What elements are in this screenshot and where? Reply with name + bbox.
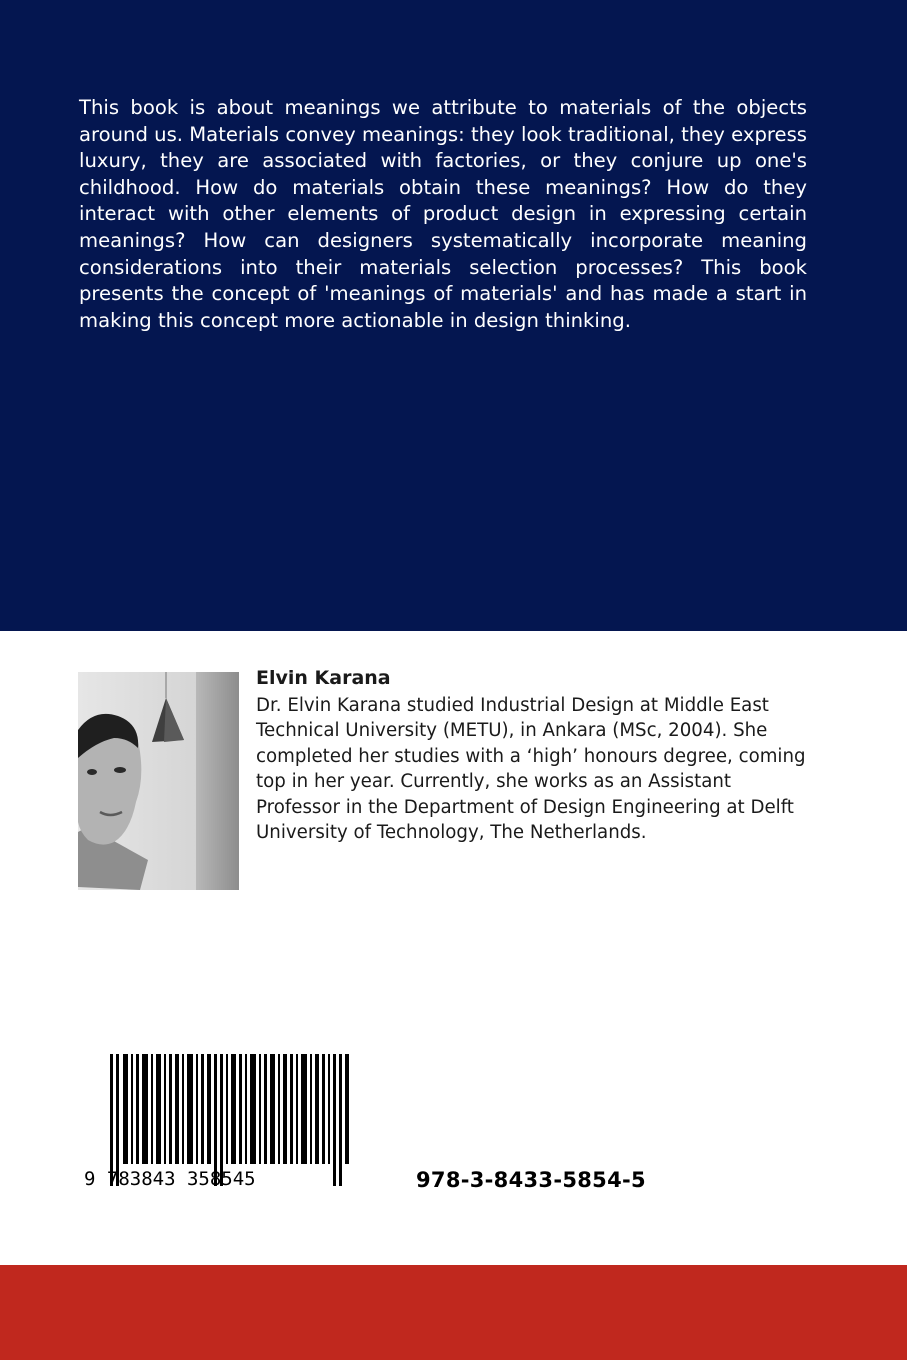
author-name: Elvin Karana: [256, 667, 391, 689]
top-blue-panel: [0, 0, 907, 631]
author-photo: [78, 672, 239, 890]
isbn-number: 978-3-8433-5854-5: [416, 1168, 646, 1192]
book-description: This book is about meanings we attribute to materials of the objects around us. Materials convey meanings: they look traditional, they express luxury, they are associated with factories, or they conjure up one's childhood. How do materials obtain these meanings? How do they interact with other elements of product design in expressing certain meanings? How can designers systematically incorporate meaning considerations into their materials selection processes? This book presents the concept of 'meanings of materials' and has made a start in making this concept more actionable in design thinking.: [79, 96, 807, 332]
bottom-red-band: [0, 1265, 907, 1360]
author-portrait-image: [78, 672, 239, 890]
barcode-digits: 9 783843 358545: [84, 1168, 256, 1190]
author-bio: Dr. Elvin Karana studied Industrial Design at Middle East Technical University (METU), in Ankara (MSc, 2004). She completed her studies with a ‘high’ honours degree, coming top in her year. Currently, she works as an Assistant Professor in the Department of Design Engineering at Delft University of Technology, The Netherlands.: [256, 695, 806, 844]
